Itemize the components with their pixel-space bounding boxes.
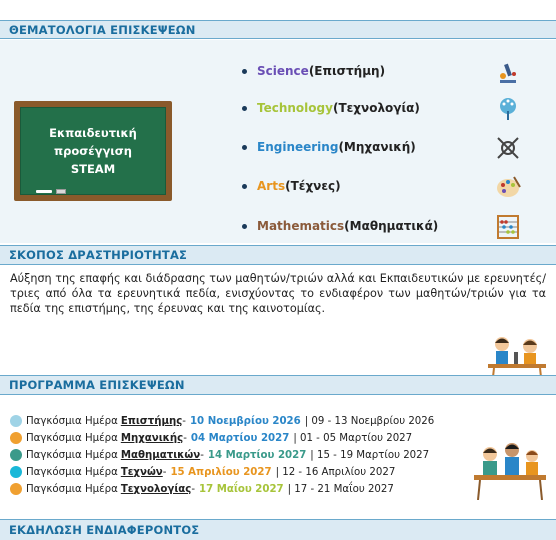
- schedule-sep: -: [162, 466, 167, 478]
- chalk-icon: [36, 190, 52, 193]
- schedule-range: | 12 - 16 Απριλίου 2027: [275, 466, 396, 478]
- program-header: ΠΡΟΓΡΑΜΜΑ ΕΠΙΣΚΕΨΕΩΝ: [0, 375, 556, 395]
- engineering-tools-icon: [494, 136, 522, 160]
- schedule-range: | 15 - 19 Μαρτίου 2027: [310, 449, 430, 461]
- steam-item-mathematics: [242, 215, 542, 237]
- steam-item-science: [242, 60, 542, 82]
- schedule-row: [10, 413, 434, 429]
- schedule-sep: -: [200, 449, 204, 461]
- students-desk-icon: [474, 442, 546, 500]
- schedule-topic: Μαθηματικών: [120, 449, 201, 461]
- steam-en: Science: [257, 64, 309, 78]
- schedule-date: 04 Μαρτίου 2027: [190, 432, 290, 444]
- steam-gr: (Μηχανική): [338, 140, 416, 154]
- schedule-prefix: Παγκόσμια Ημέρα: [26, 415, 118, 427]
- steam-gr: (Επιστήμη): [308, 64, 386, 78]
- eraser-icon: [56, 189, 66, 194]
- schedule-row: [10, 481, 394, 497]
- schedule-range: | 01 - 05 Μαρτίου 2027: [293, 432, 413, 444]
- dot-icon: [10, 449, 22, 461]
- schedule-prefix: Παγκόσμια Ημέρα: [26, 483, 118, 495]
- microscope-icon: [494, 60, 522, 84]
- schedule-sep: -: [182, 415, 186, 427]
- schedule-row: [10, 464, 395, 480]
- steam-en: Arts: [257, 179, 286, 193]
- schedule-row: [10, 430, 412, 446]
- schedule-range: | 17 - 21 Μαΐου 2027: [287, 483, 394, 495]
- dot-icon: [10, 466, 22, 478]
- chalkboard-line-2: προσέγγιση: [54, 144, 132, 158]
- schedule-topic: Επιστήμης: [120, 415, 183, 427]
- chalkboard: [14, 101, 172, 201]
- schedule-date: 15 Απριλίου 2027: [170, 466, 272, 478]
- visits-header: ΘΕΜΑΤΟΛΟΓΙΑ ΕΠΙΣΚΕΨΕΩΝ: [0, 20, 556, 39]
- steam-item-technology: [242, 97, 542, 119]
- steam-item-arts: [242, 175, 542, 197]
- schedule-sep: -: [183, 432, 187, 444]
- dot-icon: [10, 432, 22, 444]
- schedule-date: 10 Νοεμβρίου 2026: [189, 415, 301, 427]
- schedule-topic: Μηχανικής: [120, 432, 184, 444]
- steam-gr: (Τέχνες): [285, 179, 341, 193]
- purpose-text: Αύξηση της επαφής και διάδρασης των μαθητών/τριών αλλά και Εκπαιδευτικών με ερευνητές/τριες από όλα τα ερευνητικά πεδία, ενισχύοντας το ενδιαφέρον των μαθητών/τριών για τα πεδία της επιστήμης, της έρευνας και της καινοτομίας.: [10, 272, 546, 315]
- steam-item-engineering: [242, 136, 542, 158]
- steam-gr: (Τεχνολογία): [332, 101, 420, 115]
- purpose-header: ΣΚΟΠΟΣ ΔΡΑΣΤΗΡΙΟΤΗΤΑΣ: [0, 245, 556, 265]
- schedule-prefix: Παγκόσμια Ημέρα: [26, 432, 118, 444]
- schedule-date: 14 Μαρτίου 2027: [207, 449, 307, 461]
- schedule-sep: -: [191, 483, 196, 495]
- schedule-topic: Τεχνολογίας: [120, 483, 192, 495]
- schedule-date: 17 Μαΐου 2027: [199, 483, 284, 495]
- schedule-range: | 09 - 13 Νοεμβρίου 2026: [304, 415, 435, 427]
- chalkboard-line-3: STEAM: [70, 162, 116, 176]
- steam-en: Engineering: [257, 140, 339, 154]
- steam-en: Mathematics: [257, 219, 345, 233]
- chalkboard-line-1: Εκπαιδευτική: [49, 126, 137, 140]
- paint-palette-icon: [494, 175, 522, 199]
- dot-icon: [10, 483, 22, 495]
- dot-icon: [10, 415, 22, 427]
- interest-header: ΕΚΔΗΛΩΣΗ ΕΝΔΙΑΦΕΡΟΝΤΟΣ: [0, 519, 556, 540]
- schedule-prefix: Παγκόσμια Ημέρα: [26, 466, 118, 478]
- circuit-tree-icon: [494, 97, 522, 121]
- schedule-topic: Τεχνών: [120, 466, 163, 478]
- abacus-icon: [494, 215, 522, 239]
- steam-en: Technology: [257, 101, 333, 115]
- schedule-row: [10, 447, 429, 463]
- steam-gr: (Μαθηματικά): [344, 219, 439, 233]
- schedule-prefix: Παγκόσμια Ημέρα: [26, 449, 118, 461]
